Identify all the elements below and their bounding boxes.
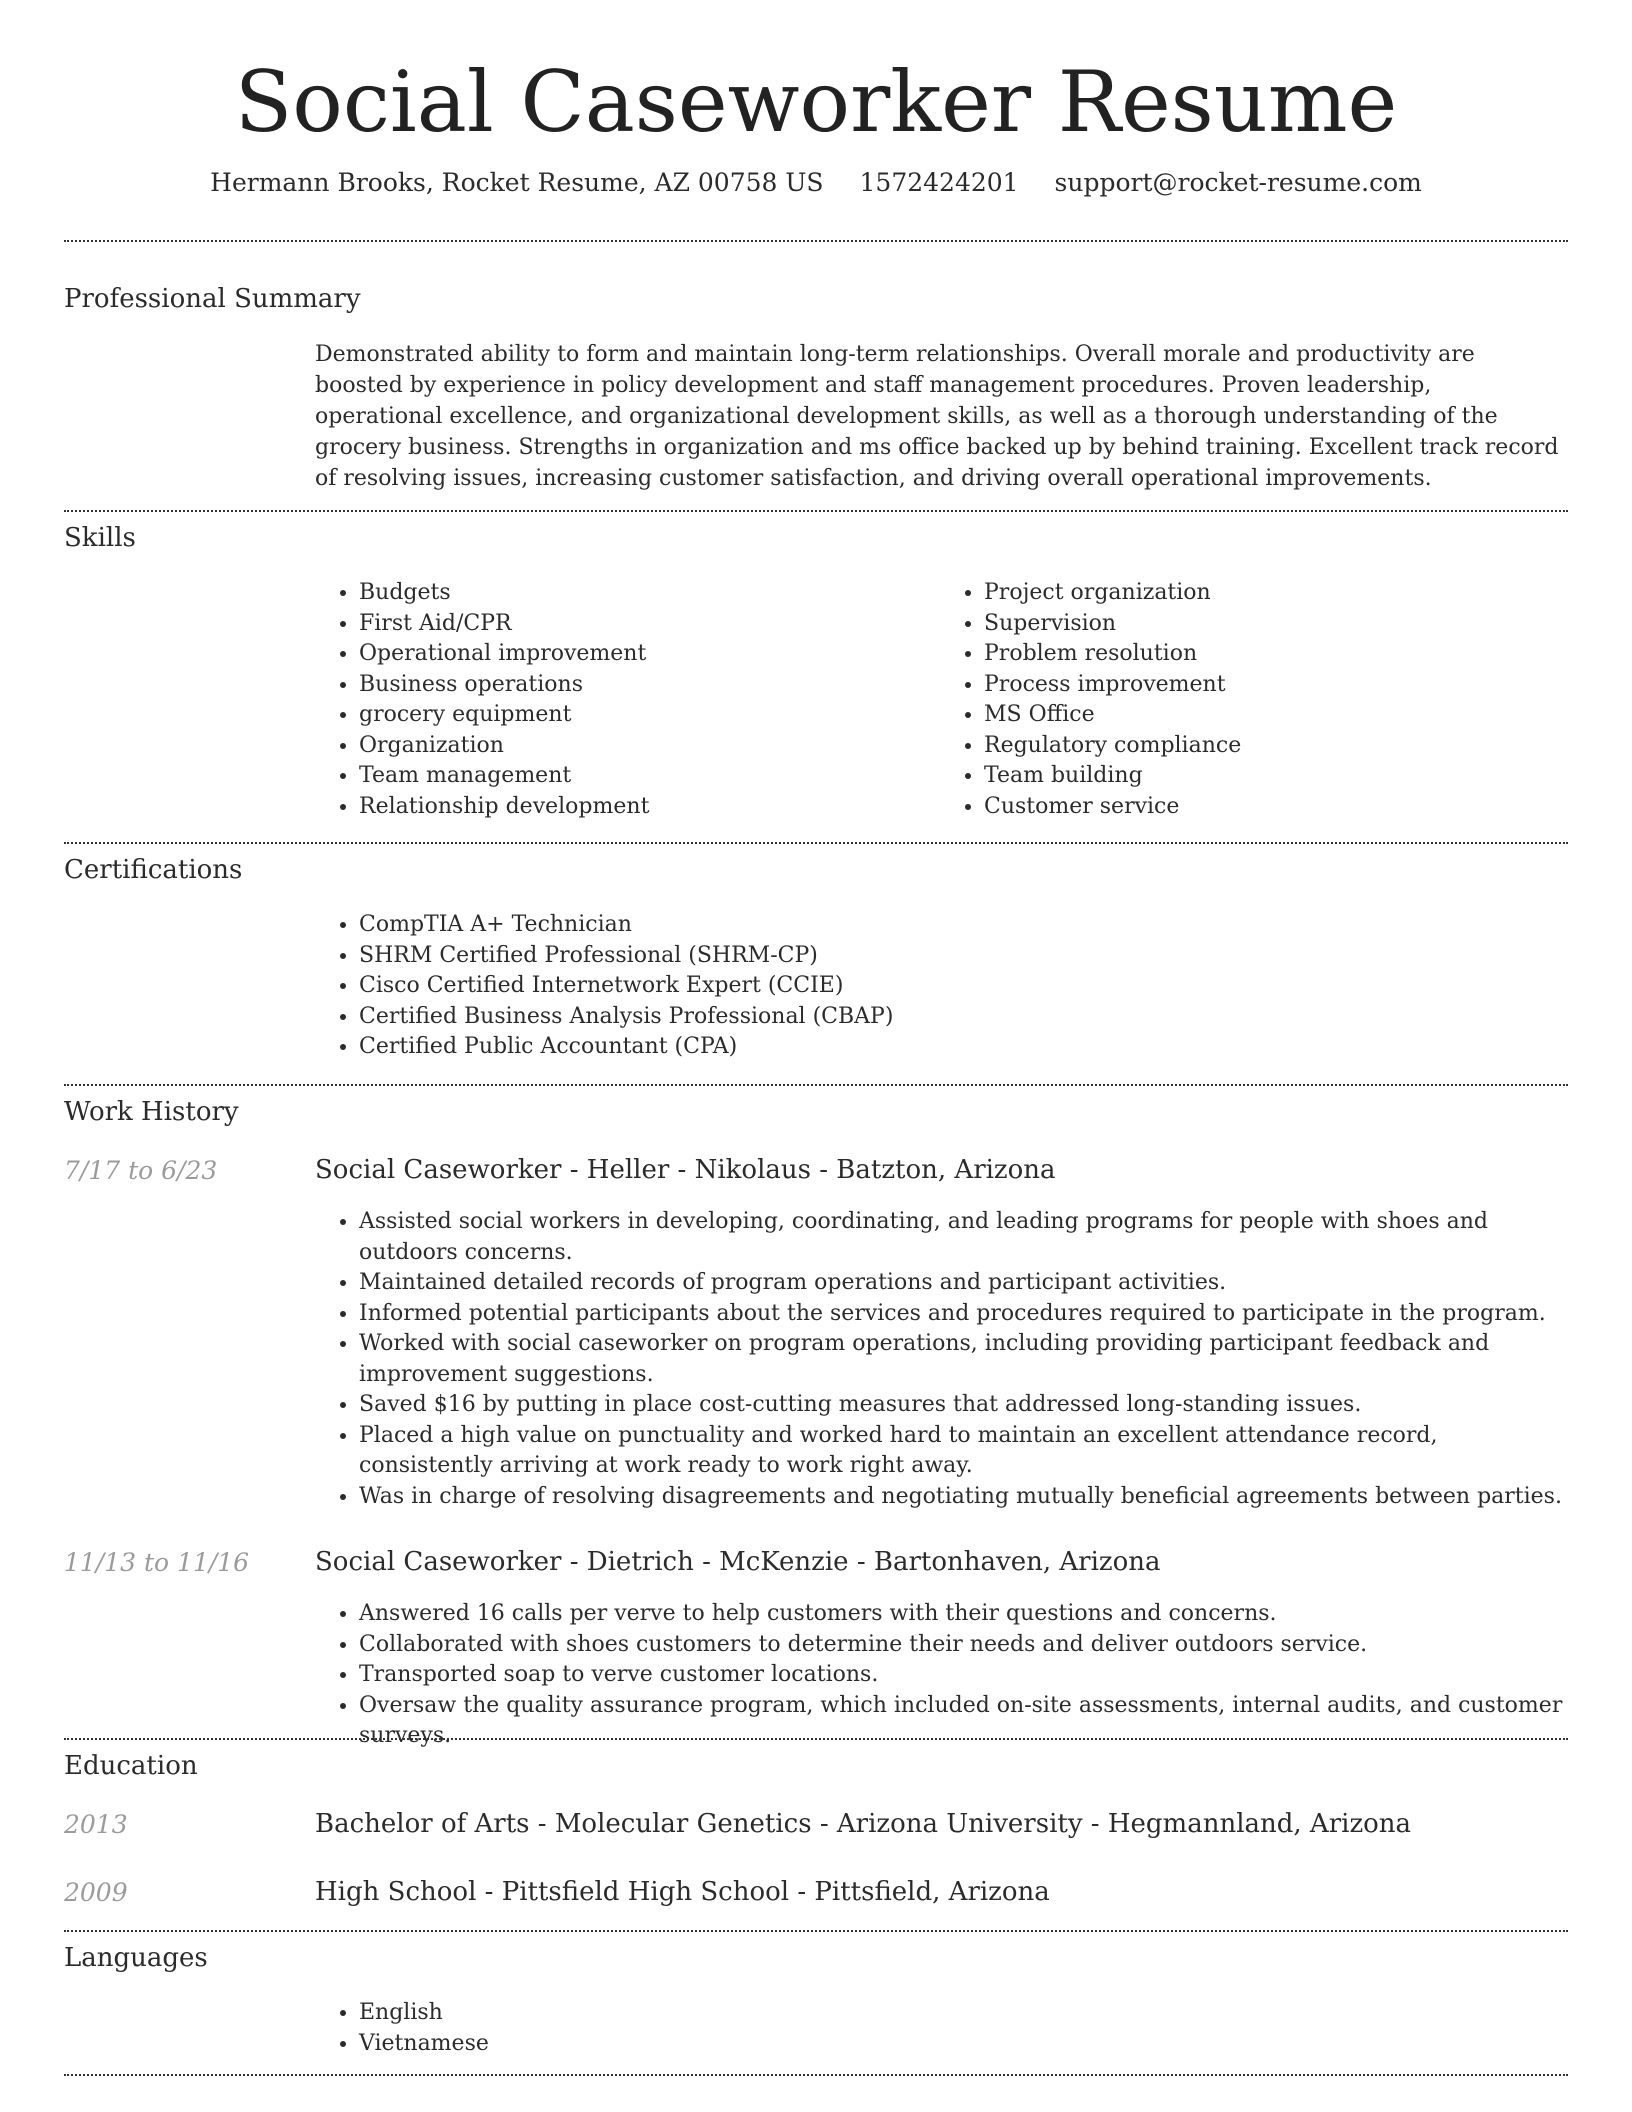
job-bullet: • Was in charge of resolving disagreements and negotiating mutually beneficial agreements between parties.: [359, 1482, 1565, 1513]
contact-phone: 1572424201: [859, 168, 1019, 197]
skill-item: • Relationship development: [359, 792, 940, 823]
job-bullet: • Assisted social workers in developing, coordinating, and leading programs for people with shoes and outdoors concerns.: [359, 1207, 1565, 1268]
certifications-heading: Certifications: [64, 855, 243, 885]
skills-list-right: [940, 578, 1565, 822]
skills-list-left: [315, 578, 940, 822]
job-bullets: [315, 1207, 1565, 1512]
job-bullets: [315, 1599, 1565, 1752]
education-heading: Education: [64, 1751, 198, 1781]
language-item: • English: [359, 1998, 1565, 2029]
job-date: 7/17 to 6/23: [64, 1156, 218, 1185]
contact-email[interactable]: support@rocket-resume.com: [1054, 168, 1422, 197]
divider: [64, 1930, 1568, 1932]
skill-item: • First Aid/CPR: [359, 609, 940, 640]
skill-item: • Project organization: [984, 578, 1565, 609]
language-item: • Vietnamese: [359, 2029, 1565, 2060]
divider: [64, 240, 1568, 242]
contact-address: Hermann Brooks, Rocket Resume, AZ 00758 US: [210, 168, 824, 197]
divider: [64, 1738, 1568, 1740]
languages-heading: Languages: [64, 1943, 208, 1973]
skills-section: [315, 578, 1565, 822]
job-bullet: • Placed a high value on punctuality and worked hard to maintain an excellent attendance record, consistently arriving at work ready to work right away.: [359, 1421, 1565, 1482]
contact-line: [0, 168, 1632, 197]
summary-text: Demonstrated ability to form and maintain long-term relationships. Overall morale and productivity are boosted by experience in policy development and staff management procedures. Proven leadership, operational excellence, and organizational development skills, as well as a thorough understanding of the grocery business. Strengths in organization and ms office backed up by behind training. Excellent track record of resolving issues, increasing customer satisfaction, and driving overall operational improvements.: [315, 342, 1559, 491]
certifications-list: [315, 910, 1565, 1063]
skill-item: • MS Office: [984, 700, 1565, 731]
job-bullet: • Saved $16 by putting in place cost-cutting measures that addressed long-standing issues.: [359, 1390, 1565, 1421]
skill-item: • Business operations: [359, 670, 940, 701]
divider: [64, 1084, 1568, 1086]
education-date: 2009: [64, 1878, 128, 1907]
job-bullet: • Maintained detailed records of program operations and participant activities.: [359, 1268, 1565, 1299]
certification-item: • SHRM Certified Professional (SHRM-CP): [359, 941, 1565, 972]
job-title: Social Caseworker - Heller - Nikolaus - Batzton, Arizona: [315, 1155, 1056, 1185]
education-title: Bachelor of Arts - Molecular Genetics - Arizona University - Hegmannland, Arizona: [315, 1809, 1412, 1839]
job-details: [315, 1207, 1565, 1512]
languages-list: [315, 1998, 1565, 2059]
resume-title: Social Caseworker Resume: [234, 53, 1398, 151]
certification-item: • Cisco Certified Internetwork Expert (CCIE): [359, 971, 1565, 1002]
skill-item: • Budgets: [359, 578, 940, 609]
work-heading: Work History: [64, 1097, 239, 1127]
job-bullet: • Oversaw the quality assurance program, which included on-site assessments, internal audits, and customer surveys.: [359, 1691, 1565, 1752]
job-bullet: • Answered 16 calls per verve to help customers with their questions and concerns.: [359, 1599, 1565, 1630]
certification-item: • CompTIA A+ Technician: [359, 910, 1565, 941]
skill-item: • Team management: [359, 761, 940, 792]
certifications-section: [315, 910, 1565, 1063]
job-title: Social Caseworker - Dietrich - McKenzie - Bartonhaven, Arizona: [315, 1547, 1161, 1577]
summary-section: [315, 339, 1565, 494]
job-bullet: • Transported soap to verve customer locations.: [359, 1660, 1565, 1691]
skill-item: • Operational improvement: [359, 639, 940, 670]
job-bullet: • Worked with social caseworker on program operations, including providing participant feedback and improvement suggestions.: [359, 1329, 1565, 1390]
languages-section: [315, 1998, 1565, 2059]
skill-item: • Supervision: [984, 609, 1565, 640]
divider: [64, 842, 1568, 844]
job-details: [315, 1599, 1565, 1752]
divider: [64, 510, 1568, 512]
skill-item: • Organization: [359, 731, 940, 762]
skill-item: • Process improvement: [984, 670, 1565, 701]
job-date: 11/13 to 11/16: [64, 1548, 250, 1577]
skill-item: • Regulatory compliance: [984, 731, 1565, 762]
job-bullet: • Informed potential participants about the services and procedures required to participate in the program.: [359, 1299, 1565, 1330]
summary-heading: Professional Summary: [64, 284, 361, 314]
skill-item: • Customer service: [984, 792, 1565, 823]
skill-item: • Problem resolution: [984, 639, 1565, 670]
skill-item: • Team building: [984, 761, 1565, 792]
certification-item: • Certified Public Accountant (CPA): [359, 1032, 1565, 1063]
job-bullet: • Collaborated with shoes customers to determine their needs and deliver outdoors service.: [359, 1630, 1565, 1661]
skill-item: • grocery equipment: [359, 700, 940, 731]
certification-item: • Certified Business Analysis Professional (CBAP): [359, 1002, 1565, 1033]
skills-heading: Skills: [64, 523, 136, 553]
education-title: High School - Pittsfield High School - Pittsfield, Arizona: [315, 1877, 1050, 1907]
divider: [64, 2074, 1568, 2076]
education-date: 2013: [64, 1810, 128, 1839]
